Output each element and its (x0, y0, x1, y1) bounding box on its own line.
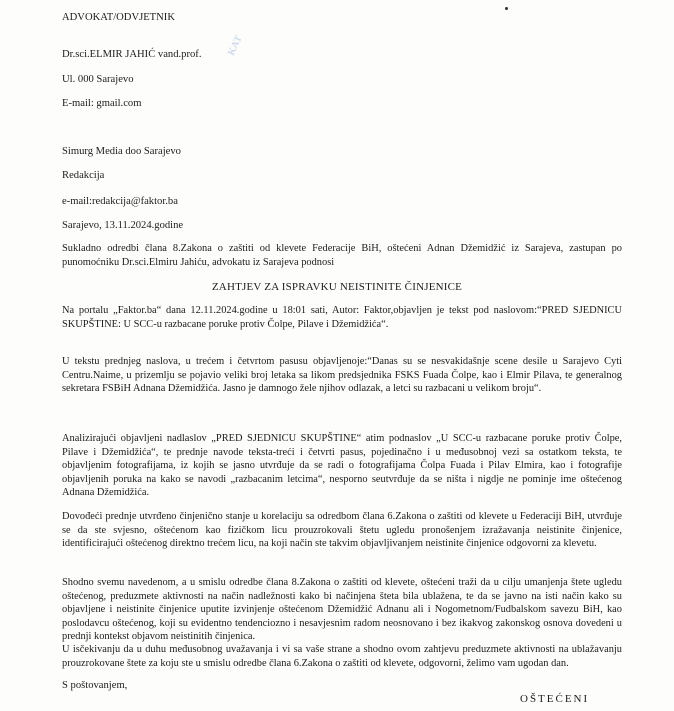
recipient-dept: Redakcija (62, 170, 105, 181)
header-name: Dr.sci.ELMIR JAHIĆ vand.prof. (62, 49, 202, 60)
header-address: Ul. 000 Sarajevo (62, 74, 134, 85)
faint-stamp: KAT (225, 33, 245, 58)
letter-date: Sarajevo, 13.11.2024.godine (62, 220, 184, 231)
closing: S poštovanjem, (62, 680, 128, 691)
intro-paragraph: Sukladno odredbi člana 8.Zakona o zaštiti od klevete Federacije BiH, oštećeni Adnan Džemidžić iz Sarajeva, zastupan po punomoćniku Dr.sci.Elmiru Jahiću, advokatu iz Sarajeva podnosi (62, 243, 622, 268)
paragraph-5: Shodno svemu navedenom, a u smislu odredbe člana 8.Zakona o zaštiti od klevete, oštećeni traži da u cilju umanjenja štete ugledu oštećenog, preduzmete aktivnosti na način nadležnosti kako bi načinjena šteta bila ublažena, te da se javno na isti način kako su objavljene i neistinite činjenice uputite izvinjenje oštećenom Džemidžić Adnanu ali i Nogometnom/Fudbalskom savezu BiH, kao poslodavcu oštećenog, koji su evidentno tendenciozno i nesavjesnim radom neosnovano i bez ikakvog zakonskog osnova dovedeni u prednji kontekst objavom neistinitih činjenica. (62, 577, 622, 643)
ink-dot (505, 7, 508, 10)
recipient-email: e-mail:redakcija@faktor.ba (62, 196, 178, 207)
paragraph-3: Analizirajući objavljeni nadlaslov „PRED SJEDNICU SKUPŠTINE“ atim podnaslov „U SCC-u razbacane poruke protiv Čolpe, Pilave i Džemidžića“, te prednje navode teksta-treći i četvrti pasus, pojedinačno i u međusobnoj vezi sa ostatkom teksta, te objavljenim fotografijama, iz kojih se jasno utvrđuje da se radi o fotografijama Čolpa Fuada i Pilav Elmira, kao i fotografije objavljenih poruka na kako se navodi „razbacanim letcima“, nesporno seutvrđuje da se ništa i nigdje ne pominje ime oštećenog Adnana Džemidžića. (62, 433, 622, 499)
paragraph-6: U isčekivanju da u duhu međusobnog uvažavanja i vi sa vaše strane a shodno ovom zahtjevu preduzmete aktivnosti na ublažavanju prouzrokovane štete za koju ste u smislu odredbe člana 6.Zakona o zaštiti od klevete, odgovorni, želimo vam ugodan dan. (62, 644, 622, 669)
paragraph-4: Dovođeći prednje utvrđeno činjenično stanje u korelaciju sa odredbom člana 6.Zakona o zaštiti od klevete u Federaciji BiH, utvrđuje se da ste svjesno, oštećenom kao fizičkom licu prouzrokovali štetu ugledu pronošenjem izražavanja neistinite činjenice, identificirajući oštećenog direktno trećem licu, na koji način ste takvim objavljivanjem neistinite činjenice odgovorni za klevetu. (62, 511, 622, 550)
document-title: ZAHTJEV ZA ISPRAVKU NEISTINITE ČINJENICE (211, 281, 463, 293)
recipient-company: Simurg Media doo Sarajevo (62, 146, 181, 157)
paragraph-1: Na portalu „Faktor.ba“ dana 12.11.2024.godine u 18:01 sati, Autor: Faktor,objavljen je tekst pod naslovom:“PRED SJEDNICU SKUPŠTINE: U SCC-u razbacane poruke protiv Čolpe, Pilave i Džemidžića“. (62, 305, 622, 330)
header-email: E-mail: gmail.com (62, 98, 142, 109)
signature-label: OŠTEĆENI (520, 693, 590, 705)
header-role: ADVOKAT/ODVJETNIK (62, 12, 175, 23)
paragraph-2: U tekstu prednjeg naslova, u trećem i četvrtom pasusu objavljenoje:“Danas su se nesvakidašnje scene desile u Sarajevo Cyti Centru.Naime, u prizemlju se pojavio veliki broj letaka sa likom predsjednika FSKS Fuada Čolpe, kao i Elmir Pilava, te generalnog sekretara FSBiH Adnana Džemidžića. Jasno je damnogo žele njihov odlazak, a letci su razbacani u velikom broju“. (62, 356, 622, 395)
